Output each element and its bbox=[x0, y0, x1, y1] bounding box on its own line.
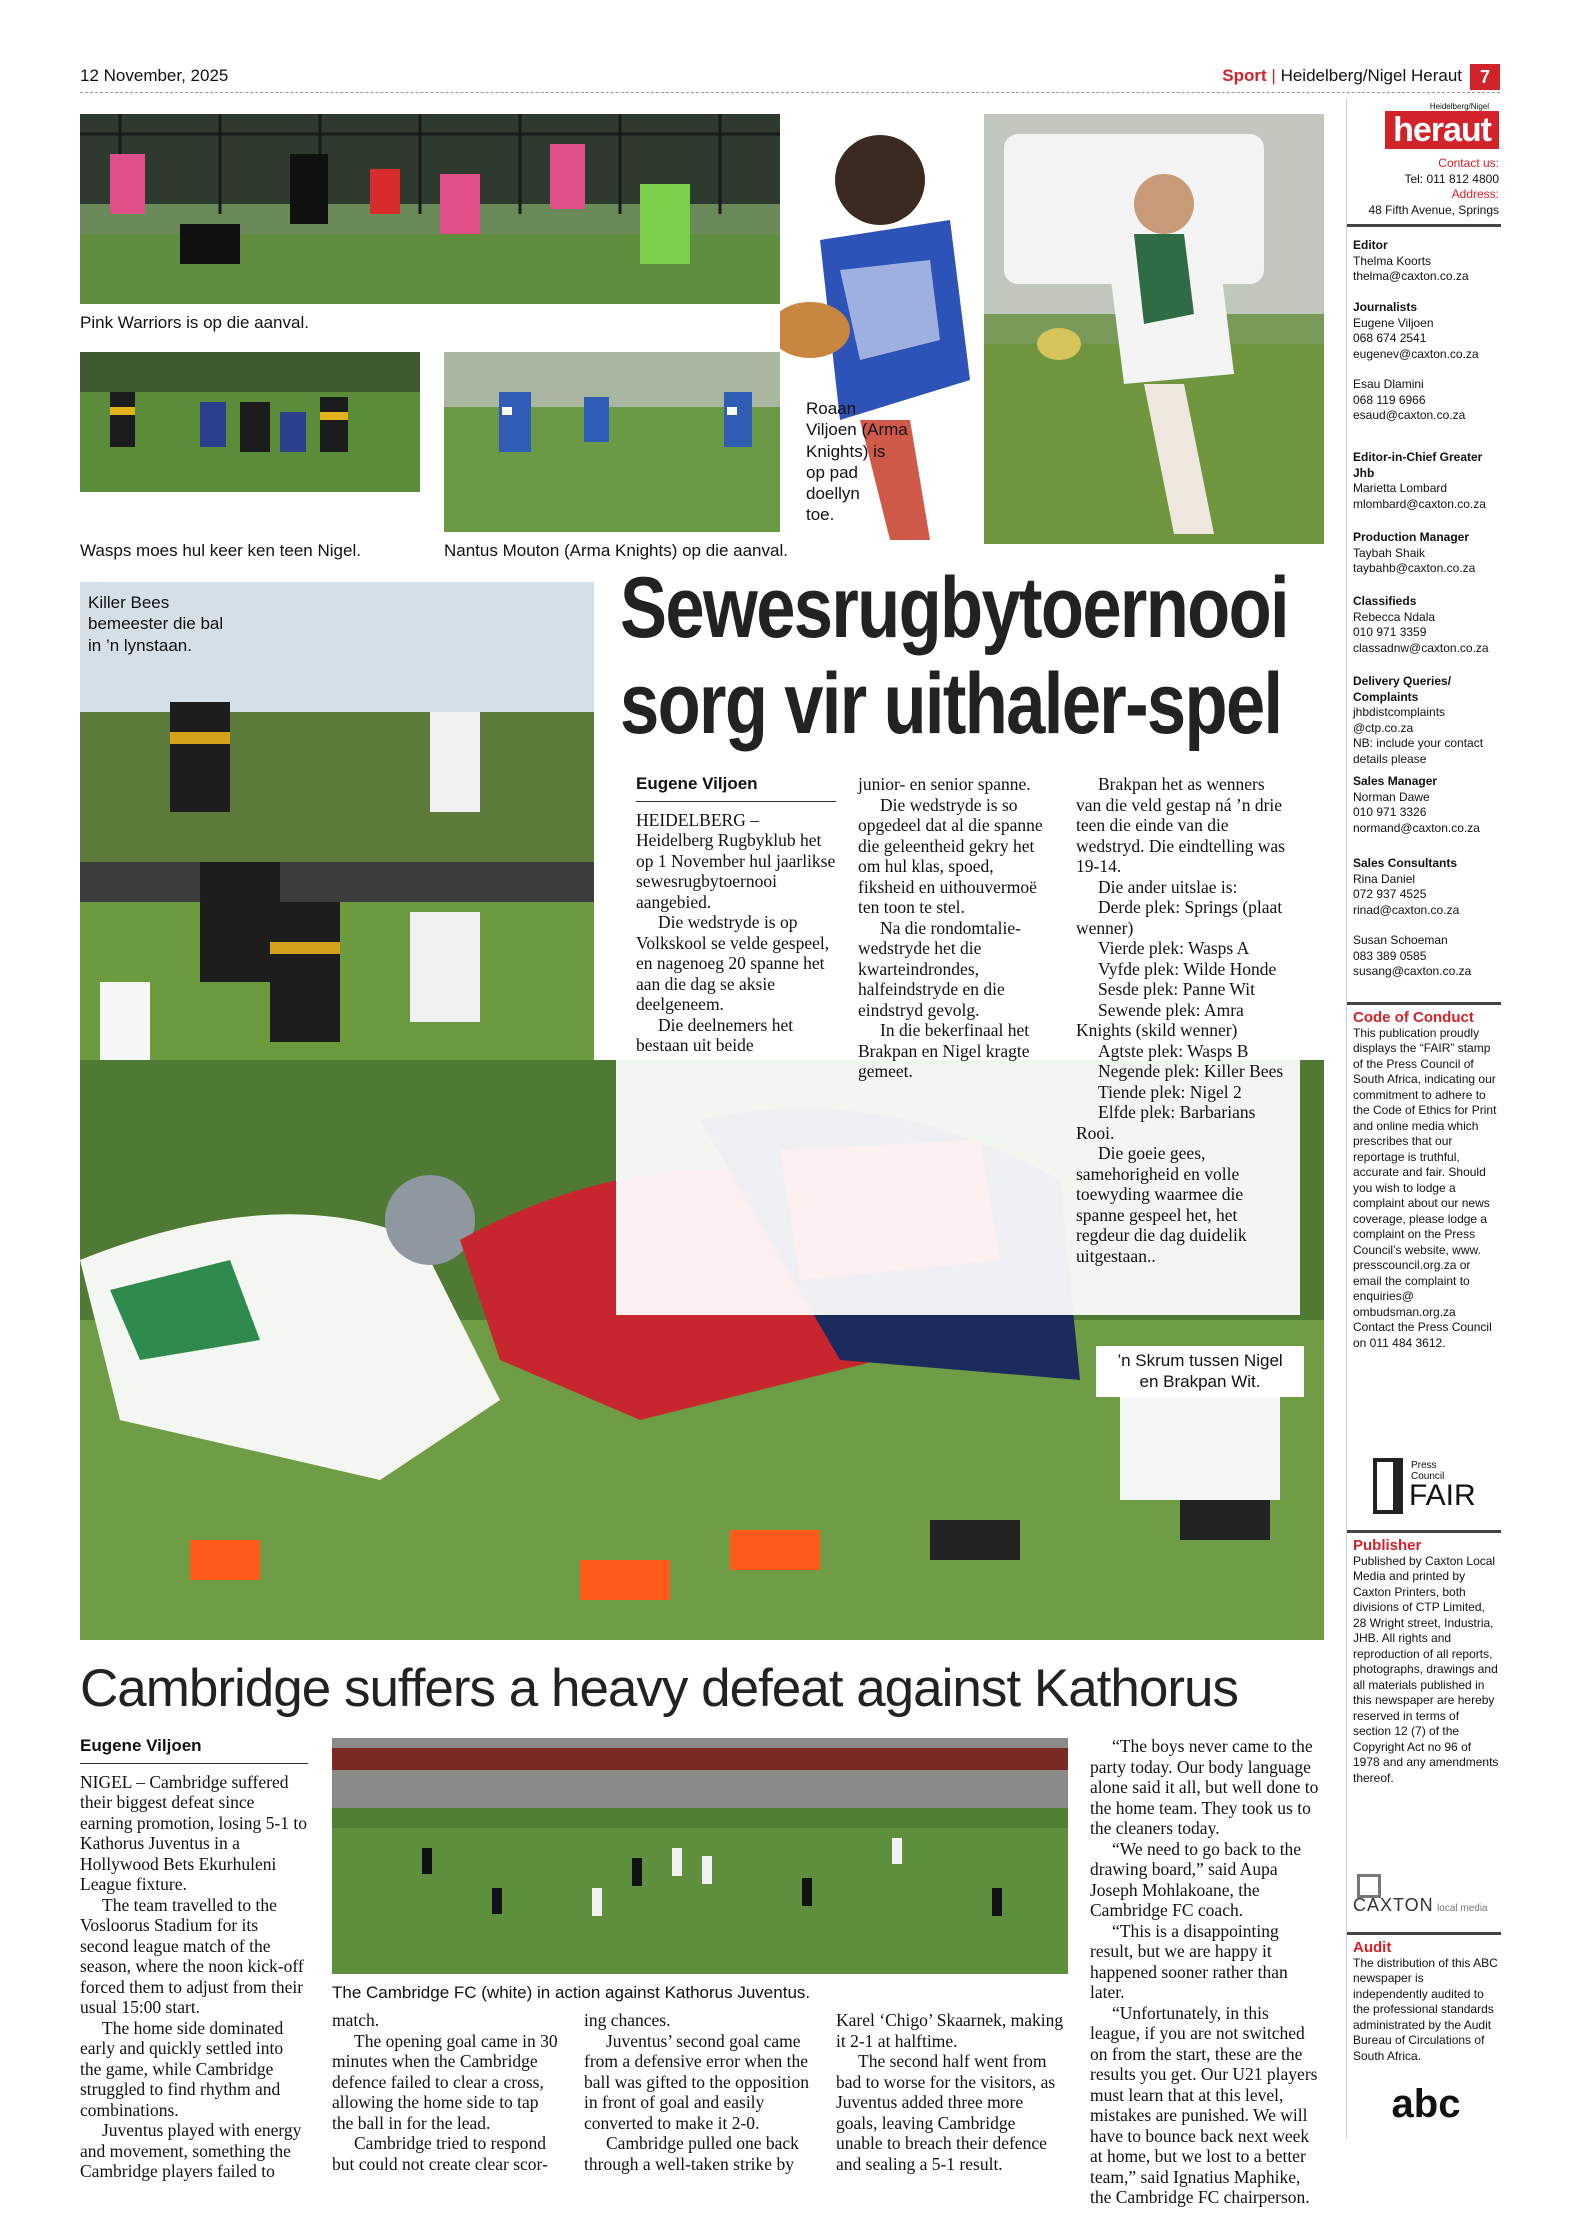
article2-col3: ing chances. Juventus’ second goal came from a defensive error when the ball was gifted to the opposition in front of goal and easily converted to make it 2-0. Cambridge pulled one back through a well-taken strike by bbox=[584, 2010, 810, 2174]
sidebar-divider bbox=[1347, 1932, 1501, 1935]
caption-killer-bees: Killer Bees bemeester die bal in ’n lynstaan. bbox=[88, 593, 224, 655]
caption-skrum: ’n Skrum tussen Nigel en Brakpan Wit. bbox=[1096, 1346, 1304, 1397]
photo-pink-warriors bbox=[80, 114, 780, 304]
caption-nantus: Nantus Mouton (Arma Knights) op die aanval. bbox=[444, 541, 788, 560]
article1-col3: Brakpan het as wenners van die veld gestap ná ’n drie teen die einde van die wedstryd. Die eindtelling was 19-14. Die ander uitslae is: Derde plek: Springs (plaat wenner) Vierde plek: Wasps A Vyfde plek: Wilde Honde Sesde plek: Panne Wit Sewende plek: Amra Knights (skild wenner) Agtste plek: Wasps B Negende plek: Killer Bees Tiende plek: Nigel 2 Elfde plek: Barbarians Rooi. Die goeie gees, samehorigheid en volle toewyding waarmee die spanne gespeel het, het regdeur die dag duidelik uitgestaan.. bbox=[1076, 774, 1285, 1266]
sidebar-divider bbox=[1347, 1530, 1501, 1533]
heraut-logo: Heidelberg/Nigel heraut bbox=[1353, 102, 1499, 149]
photo-nantus-mouton bbox=[444, 352, 780, 532]
sidebar-divider bbox=[1347, 1002, 1501, 1005]
photo-runner-wasps bbox=[984, 114, 1324, 544]
article1-col1: Eugene Viljoen HEIDELBERG – Heidelberg Rugbyklub het op 1 November hul jaarlikse sewesrugbytoernooi aangebied. Die wedstryde is op Volkskool se velde gespeel, en nagenoeg 20 spanne het aan die dag se aksie deelgeneem. Die deelnemers het bestaan uit beide bbox=[636, 774, 836, 1055]
photo-cambridge-fc bbox=[332, 1738, 1068, 1974]
audit-info: Audit The distribution of this ABC newspaper is independently audited to the professional standards administrated by the Audit Bureau of Circulations of South Africa. bbox=[1353, 1939, 1498, 2063]
article1-col2: junior- en senior spanne. Die wedstryde is so opgedeel dat al die spanne die geleentheid gekry het om hul klas, spoed, fiksheid en uithouvermoë ten toon te stel. Na die rondomtalie-wedstryde het die kwarteindrondes, halfeindstryde en die eindstryd gevolg. In die bekerfinaal het Brakpan en Nigel kragte gemeet. bbox=[858, 774, 1043, 1081]
article2-col5: “The boys never came to the party today. Our body language alone said it all, but well done to the home team. They took us to the cleaners today. “We need to go back to the drawing board,” said Aupa Joseph Mohlakoane, the Cambridge FC coach. “This is a disappointing result, but we are happy it happened sooner rather than later. “Unfortunately, in this league, if you are not switched on from the start, these are the results you get. Our U21 players must learn that at this level, mistakes are punished. We will have to bounce back next week at home, but we lost to a better team,” said Ignatius Maphike, the Cambridge FC chairperson. bbox=[1090, 1736, 1319, 2207]
staff-editor: Editor Thelma Koorts thelma@caxton.co.za bbox=[1353, 238, 1469, 283]
page-number: 7 bbox=[1470, 64, 1500, 90]
abc-logo: abc bbox=[1391, 2082, 1461, 2126]
staff-production-manager: Production Manager Taybah Shaik taybahb@caxton.co.za bbox=[1353, 530, 1476, 575]
section-label: Sport bbox=[1222, 66, 1267, 85]
issue-date: 12 November, 2025 bbox=[80, 66, 229, 85]
staff-editor-in-chief: Editor-in-Chief Greater Jhb Marietta Lombard mlombard@caxton.co.za bbox=[1353, 450, 1486, 511]
contact-block: Contact us: Tel: 011 812 4800 Address: 48 Fifth Avenue, Springs bbox=[1368, 156, 1499, 217]
staff-classifieds: Classifieds Rebecca Ndala 010 971 3359 classadnw@caxton.co.za bbox=[1353, 594, 1489, 655]
publication-name: Heidelberg/Nigel Heraut bbox=[1280, 66, 1462, 85]
photo-wasps bbox=[80, 352, 420, 492]
article2-col2: match. The opening goal came in 30 minutes when the Cambridge defence failed to clear a cross, allowing the home side to tap the ball in for the lead. Cambridge tried to respond but could not create clear scor- bbox=[332, 2010, 558, 2174]
caxton-logo: CAXTON local media bbox=[1353, 1874, 1499, 1917]
publisher-info: Publisher Published by Caxton Local Media and printed by Caxton Printers, both divisions of CTP Limited, 28 Wright street, Industria, JHB. All rights and reproduction of all reports, photographs, drawings and all materials published in this newspaper are hereby reserved in terms of section 12 (7) of the Copyright Act no 96 of 1978 and any amendments thereof. bbox=[1353, 1537, 1499, 1785]
header-separator: | bbox=[1271, 66, 1276, 85]
article2-col1: Eugene Viljoen NIGEL – Cambridge suffered their biggest defeat since earning promotion, losing 5-1 to Kathorus Juventus in a Hollywood Bets Ekurhuleni League fixture. The team travelled to the Vosloorus Stadium for its second league match of the season, where the noon kick-off forced them to adjust from their usual 15:00 start. The home side dominated early and quickly settled into the game, while Cambridge struggled to find rhythm and combinations. Juventus played with energy and movement, something the Cambridge players failed to bbox=[80, 1736, 307, 2181]
code-of-conduct: Code of Conduct This publication proudly displays the “FAIR” stamp of the Press Council of South Africa, indicating our commitment to adhere to the Code of Ethics for Print and online media which prescribes that our reportage is truthful, accurate and fair. Should you wish to lodge a complaint about our news coverage, please lodge a complaint on the Press Council’s website, www. presscouncil.org.za or email the complaint to enquiries@ ombudsman.org.za Contact the Press Council on 011 484 3612. bbox=[1353, 1009, 1497, 1350]
caption-cambridge: The Cambridge FC (white) in action against Kathorus Juventus. bbox=[332, 1983, 811, 2002]
caption-roaan: Roaan Viljoen (Arma Knights) is op pad doellyn toe. bbox=[806, 399, 908, 525]
staff-delivery: Delivery Queries/ Complaints jhbdistcomplaints @ctp.co.za NB: include your contact details please bbox=[1353, 674, 1484, 766]
sidebar-divider bbox=[1347, 224, 1501, 227]
press-council-fair-logo: Press Council FAIR bbox=[1353, 1458, 1499, 1518]
section-header bbox=[1222, 66, 1462, 86]
staff-journalists: Journalists Eugene Viljoen 068 674 2541 eugenev@caxton.co.za Esau Dlamini 068 119 6966 esaud@caxton.co.za bbox=[1353, 300, 1479, 422]
staff-sales-manager: Sales Manager Norman Dawe 010 971 3326 normand@caxton.co.za bbox=[1353, 774, 1480, 835]
header-rule bbox=[80, 92, 1500, 93]
masthead-sidebar bbox=[1346, 98, 1501, 2138]
headline-cambridge: Cambridge suffers a heavy defeat against Kathorus bbox=[80, 1659, 1238, 1718]
article2-byline: Eugene Viljoen bbox=[80, 1736, 308, 1764]
article1-byline: Eugene Viljoen bbox=[636, 774, 836, 802]
staff-sales-consultants: Sales Consultants Rina Daniel 072 937 4525 rinad@caxton.co.za Susan Schoeman 083 389 0585 susang@caxton.co.za bbox=[1353, 856, 1472, 978]
caption-pink-warriors: Pink Warriors is op die aanval. bbox=[80, 313, 309, 332]
article2-col4: Karel ‘Chigo’ Skaarnek, making it 2-1 at halftime. The second half went from bad to worse for the visitors, as Juventus added three more goals, leaving Cambridge unable to breach their defence and sealing a 5-1 result. bbox=[836, 2010, 1064, 2174]
caption-wasps: Wasps moes hul keer ken teen Nigel. bbox=[80, 541, 361, 560]
headline-sewesrugby: Sewesrugbytoernooi sorg vir uithaler-spel bbox=[620, 560, 1288, 752]
